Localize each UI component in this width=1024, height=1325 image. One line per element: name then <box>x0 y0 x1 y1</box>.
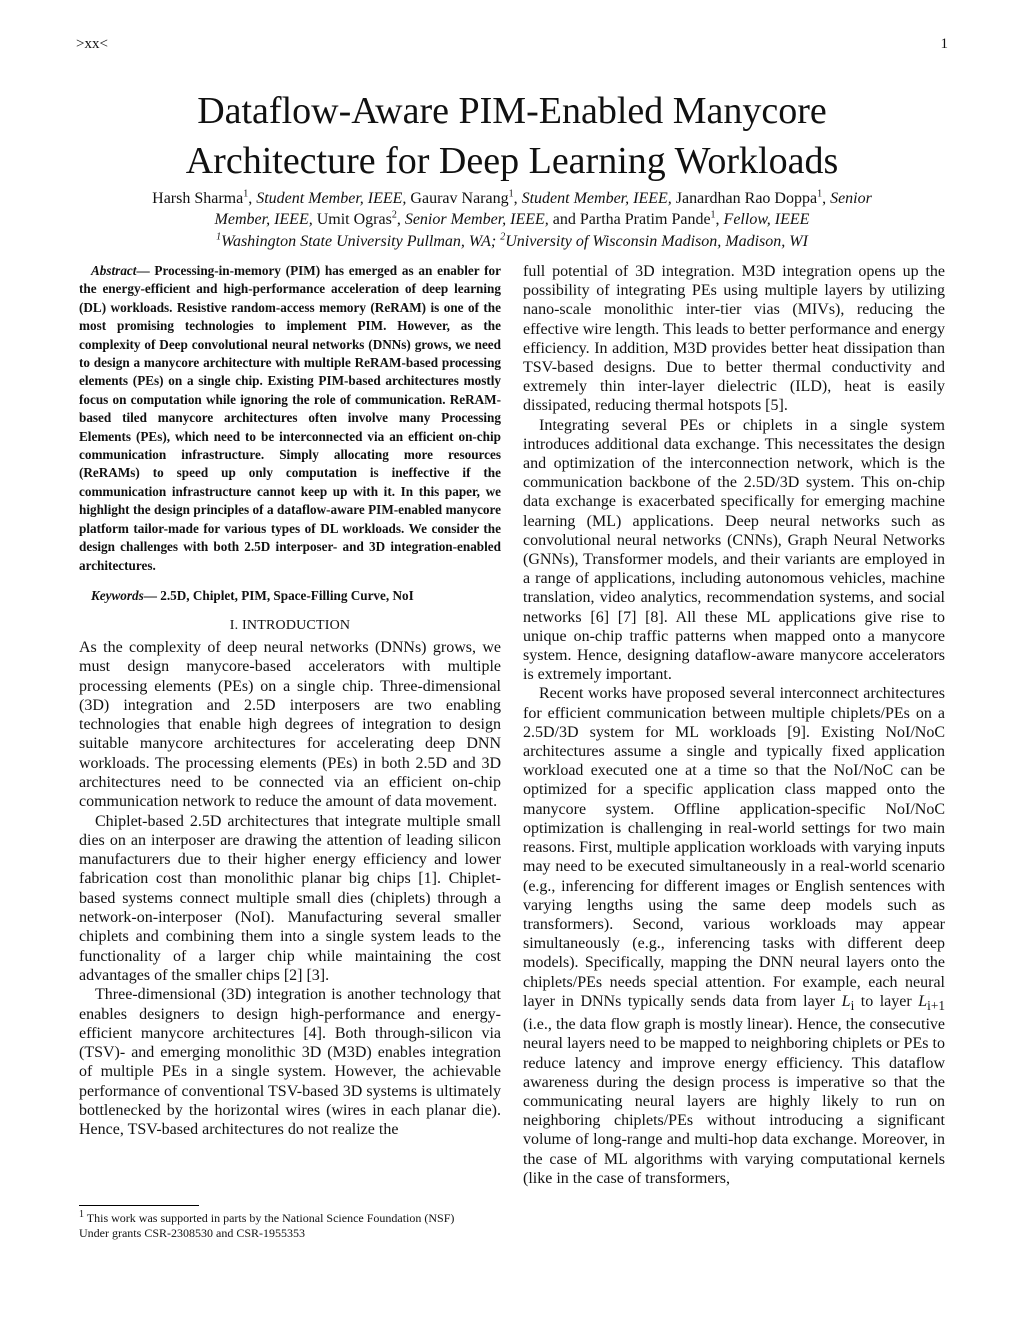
author-name: Umit Ogras <box>316 211 392 228</box>
header-left-label: >xx< <box>76 36 108 52</box>
author-name: Partha Pratim Pande <box>579 211 711 228</box>
abstract <box>79 262 501 575</box>
left-column <box>79 262 501 1140</box>
page-header <box>76 36 948 53</box>
footnote <box>79 1211 519 1241</box>
paragraph-segment: to layer <box>854 992 919 1010</box>
footnote-divider <box>79 1205 199 1206</box>
author-name: Janardhan Rao Doppa <box>675 190 818 207</box>
author-role: Fellow, IEEE <box>723 211 810 228</box>
page-number: 1 <box>940 36 948 52</box>
paragraph: Chiplet-based 2.5D architectures that integrate multiple small dies on an interposer are drawing the attention of leading silicon manufacturers due to their higher energy efficiency and lower fabrication cost than monolithic planar big chips [1]. Chiplet-based systems connect multiple small dies (chiplets) through a network-on-interposer (NoI). Manufacturing several smaller chiplets and combining them into a single system leads to the functionality of a larger chip while maintaining the cost advantages of the smaller chips [2] [3]. <box>79 812 501 984</box>
keywords-text: 2.5D, Chiplet, PIM, Space-Filling Curve, NoI <box>160 587 414 603</box>
author-conjunction: and <box>552 211 576 228</box>
author-affil-marker: 1 <box>508 188 514 200</box>
author-name: Harsh Sharma <box>152 190 244 207</box>
author-name: Gaurav Narang <box>410 190 509 207</box>
abstract-text: Processing-in-memory (PIM) has emerged as an enabler for the energy-efficient and high-performance acceleration of deep learning (DL) workloads. Resistive random-access memory (ReRAM) is one of the most promising technologies to implement PIM. However, as the complexity of Deep convolutional neural networks (DNNs) grows, we need to design a manycore architecture with multiple ReRAM-based processing elements (PEs) on a single chip. Existing PIM-based architectures mostly focus on computation while ignoring the role of communication. ReRAM-based tiled manycore architectures often involve many Processing Elements (PEs), which need to be interconnected via an efficient on-chip communication infrastructure. Simply allocating more resources (ReRAMs) to speed up only computation is ineffective if the communication infrastructure cannot keep up with it. In this paper, we highlight the design principles of a dataflow-aware PIM-enabled manycore platform tailor-made for various types of DL workloads. We consider the design challenges with both 2.5D interposer- and 3D integration-enabled architectures. <box>79 263 501 573</box>
math-symbol: L <box>841 992 851 1010</box>
author-affil-marker: 1 <box>710 209 716 221</box>
math-subscript: i+1 <box>927 997 946 1013</box>
paragraph: full potential of 3D integration. M3D integration opens up the possibility of integrating PEs using multiple layers by utilizing nano-scale monolithic inter-tier vias (MIVs), reducing the effective wire length. This leads to better performance and energy efficiency. In addition, M3D provides better heat dissipation than TSV-based designs. Due to better thermal conductivity and extremely thin inter-layer dielectric (ILD), heat is easily dissipated, reducing thermal hotspots [5]. <box>523 263 945 415</box>
author-affil-marker: 1 <box>243 188 249 200</box>
title-line-2: Architecture for Deep Learning Workloads <box>185 140 839 182</box>
affiliations <box>0 231 1024 252</box>
author-role: Senior <box>830 190 872 207</box>
affiliation-2: University of Wisconsin Madison, Madison, WI <box>505 233 808 250</box>
keywords-label: Keywords <box>91 587 144 603</box>
affil-marker: 2 <box>500 231 506 243</box>
paper-title <box>0 86 1024 186</box>
paragraph <box>523 684 945 1187</box>
paragraph-segment: (i.e., the data flow graph is mostly linear). Hence, the consecutive neural layers need to be mapped to neighboring chiplets or PEs to reduce latency and improve energy efficiency. This dataflow awareness during the design process is imperative so that the communicating neural layers are highly likely to run on neighboring chiplets/PEs without introducing a significant volume of long-range and multi-hop data exchange. Moreover, in the case of ML algorithms with varying computational kernels (like in the case of transformers, <box>523 1016 945 1187</box>
author-role: Student Member, IEEE, <box>521 190 672 207</box>
right-column <box>523 262 945 1188</box>
keywords-dash: — <box>143 587 161 603</box>
footnote-marker: 1 <box>79 1209 84 1220</box>
author-role: Student Member, IEEE, <box>256 190 407 207</box>
affiliation-1: Washington State University Pullman, WA; <box>221 233 501 250</box>
section-title-initial: I <box>242 617 247 633</box>
paragraph: As the complexity of deep neural networks (DNNs) grows, we must design manycore-based accelerators with multiple processing elements (PEs) on a single chip. Three-dimensional (3D) integration and 2.5D interposers are two enabling technologies that enable high degrees of integration to design suitable manycore architectures for accelerating deep DNN workloads. The processing elements (PEs) in both 2.5D and 3D architectures need to be connected via an efficient on-chip communication network to reduce the amount of data movement. <box>79 638 501 811</box>
keywords <box>79 587 501 605</box>
footnote-line-2: Under grants CSR-2308530 and CSR-1955353 <box>79 1226 305 1240</box>
paragraph-segment: Recent works have proposed several interconnect architectures for efficient communication between multiple chiplets/PEs on a 2.5D/3D system for ML workloads [9]. Existing NoI/NoC architectures assume a single and typically fixed application workload executed one at a time so that the NoI/NoC can be optimized for a specific application class mapped onto the manycore system. Offline application-specific NoI/NoC optimization is challenging in real-world settings for two main reasons. First, multiple application workloads with varying inputs may need to be executed simultaneously in a real-world scenario (e.g., inferencing for different images or English sentences with varying lengths using the same deep models such as transformers). Second, various workloads may appear simultaneously (e.g., inferencing tasks with different deep models). Specifically, mapping the DNN neural layers onto the chiplets/PEs needs special attention. For example, each neural layer in DNNs typically sends data from layer <box>523 685 945 1010</box>
math-subscript: i <box>850 997 855 1013</box>
section-heading-introduction <box>79 618 501 634</box>
section-numeral: I. <box>229 617 243 633</box>
author-list: Harsh Sharma$^1$, Student Member, IEEE, Gaurav Narang$^1$, Student Member, IEEE, Janardhan Rao Doppa$^1$, Senior Member, IEEE, Umit Ogras$^2$, Senior Member, IEEE, and Partha Pratim Pande$^1$, Fellow, IEEE <box>152 188 872 228</box>
author-affil-marker: 2 <box>391 209 397 221</box>
math-symbol: L <box>918 992 928 1010</box>
author-affil-marker: 1 <box>817 188 823 200</box>
author-role: Member, IEEE, <box>214 211 313 228</box>
affil-marker: 1 <box>216 231 222 243</box>
abstract-dash: — <box>136 263 155 278</box>
abstract-label: Abstract <box>91 263 137 278</box>
author-role: Senior Member, IEEE, <box>404 211 549 228</box>
title-line-1: Dataflow-Aware PIM-Enabled Manycore <box>197 90 827 132</box>
title-block <box>0 86 1024 252</box>
paragraph: Three-dimensional (3D) integration is another technology that enables designers to design high-performance and energy-efficient manycore architectures [4]. Both through-silicon via (TSV)- and emerging monolithic 3D (M3D) enables integration of multiple PEs in a single system. However, the achievable performance of conventional TSV-based 3D systems is ultimately bottlenecked by the horizontal wires (wires in each planar die). Hence, TSV-based architectures do not realize the <box>79 986 501 1139</box>
paragraph: Integrating several PEs or chiplets in a single system introduces additional data exchange. This necessitates the design and optimization of the interconnection network, which is the communication backbone of the 2.5D/3D system. This on-chip data exchange is exacerbated specifically for emerging machine learning (ML) applications. Deep neural networks such as convolutional neural networks (CNNs), Graph Neural Networks (GNNs), Transformer models, and their variants are employed in a range of applications, including autonomous vehicles, machine translation, video analytics, recommendation systems, and social networks [6] [7] [8]. All these ML applications give rise to unique on-chip traffic patterns when mapped onto a manycore system. Hence, designing dataflow-aware manycore accelerators is extremely important. <box>523 416 945 684</box>
footnote-line-1: This work was supported in parts by the National Science Foundation (NSF) <box>84 1211 455 1225</box>
section-title-rest: NTRODUCTION <box>246 617 351 633</box>
